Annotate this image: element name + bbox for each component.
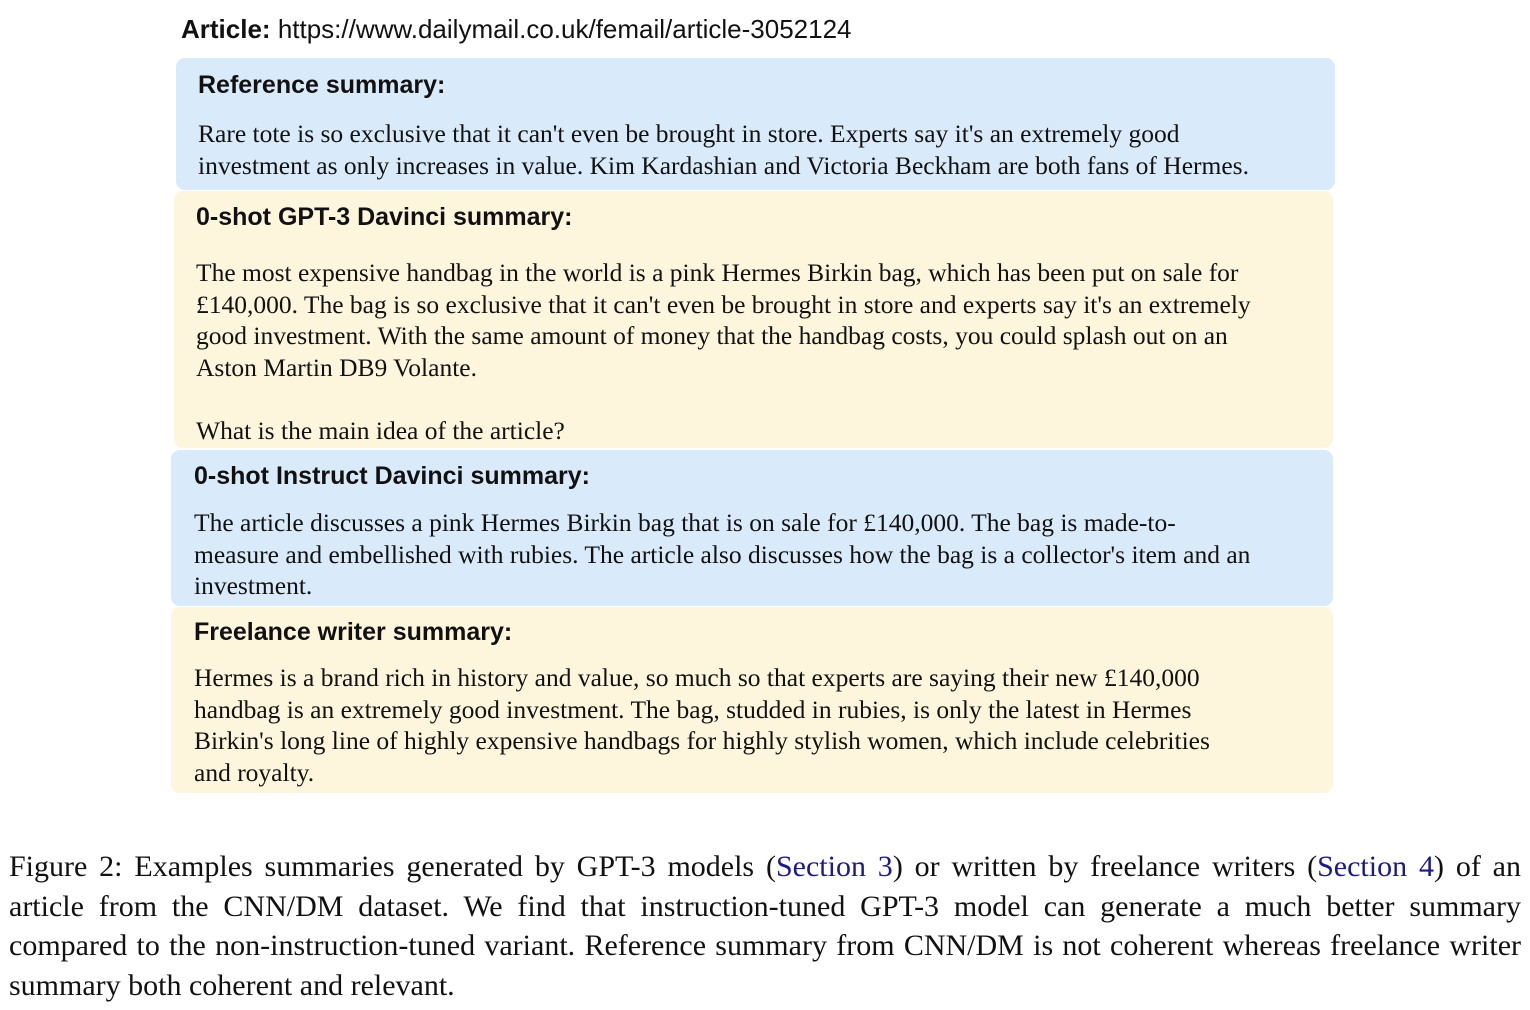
article-source xyxy=(181,14,852,45)
caption-part-3: ) of an article from the CNN/DM dataset. We find that instruction-tuned GPT-3 model can generate a much better summary compared to the non-instruction-tuned variant. Reference summary from CNN/DM is not coherent whereas freelance writer summary both coherent and relevant. xyxy=(9,850,1521,1002)
freelance-writer-summary-text: Hermes is a brand rich in history and value, so much so that experts are saying their new £140,000 handbag is an extremely good investment. The bag, studded in rubies, is only the latest in Hermes Birkin's long line of highly expensive handbags for highly stylish women, which include celebrities and royalty. xyxy=(194,663,1210,787)
freelance-writer-summary-title: Freelance writer summary: xyxy=(194,618,513,646)
gpt3-davinci-summary-box xyxy=(174,191,1333,448)
article-url[interactable]: https://www.dailymail.co.uk/femail/article-3052124 xyxy=(277,14,852,44)
instruct-davinci-summary-box xyxy=(171,450,1333,606)
caption-part-1: Figure 2: Examples summaries generated by GPT-3 models ( xyxy=(9,850,776,883)
article-label: Article: xyxy=(181,14,271,44)
reference-summary-text: Rare tote is so exclusive that it can't even be brought in store. Experts say it's an extremely good investment as only increases in value. Kim Kardashian and Victoria Beckham are both fans of Hermes. xyxy=(198,119,1249,180)
reference-summary-title: Reference summary: xyxy=(198,71,446,99)
instruct-davinci-summary-text: The article discusses a pink Hermes Birkin bag that is on sale for £140,000. The bag is made-to- measure and embellished with rubies. The article also discusses how the bag is a collector's item and an investment. xyxy=(194,508,1251,600)
section-3-link[interactable]: Section 3 xyxy=(775,850,893,883)
freelance-writer-summary-box xyxy=(171,607,1333,793)
gpt3-davinci-summary-title: 0-shot GPT-3 Davinci summary: xyxy=(196,203,573,231)
caption-part-2: ) or written by freelance writers ( xyxy=(892,850,1318,883)
gpt3-davinci-summary-text: The most expensive handbag in the world is a pink Hermes Birkin bag, which has been put on sale for £140,000. The bag is so exclusive that it can't even be brought in store and experts say it's an extremely good investment. With the same amount of money that the handbag costs, you could splash out on an Aston Martin DB9 Volante. What is the main idea of the article? xyxy=(196,258,1251,445)
section-4-link[interactable]: Section 4 xyxy=(1317,850,1434,883)
instruct-davinci-summary-title: 0-shot Instruct Davinci summary: xyxy=(194,462,590,490)
figure-caption xyxy=(9,847,1521,1005)
reference-summary-box xyxy=(176,58,1335,190)
